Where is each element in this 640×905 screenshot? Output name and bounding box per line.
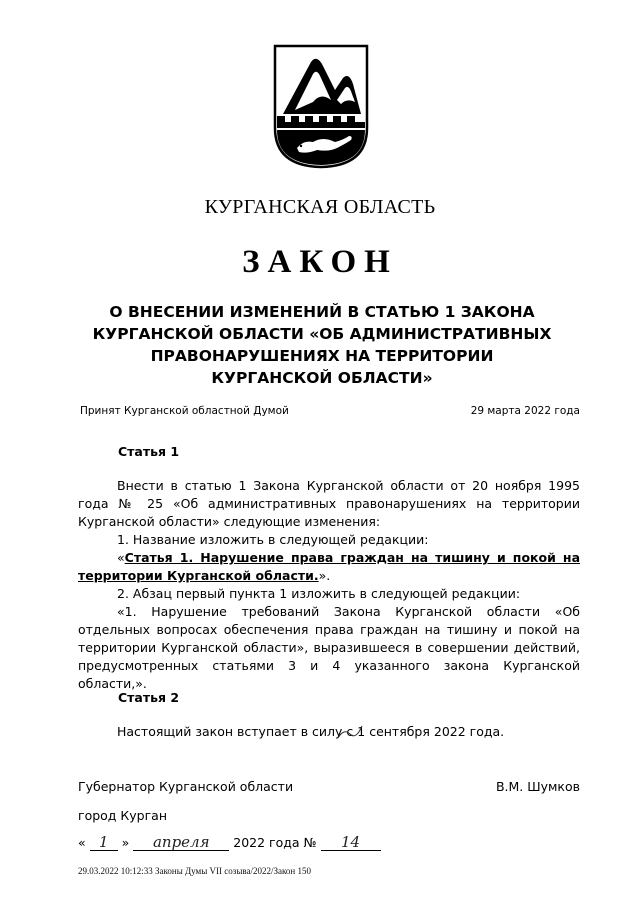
signatory-position: Губернатор Курганской области [78, 779, 294, 794]
document-type-heading: ЗАКОН [242, 244, 398, 280]
date-open-quote: « [78, 835, 86, 850]
new-article-title: Статья 1. Нарушение права граждан на тишину и покой на территории Курганской области. [78, 550, 580, 583]
law-title-line: О ВНЕСЕНИИ ИЗМЕНЕНИЙ В СТАТЬЮ 1 ЗАКОНА [109, 303, 535, 321]
city-line: город Курган [78, 808, 168, 823]
signature-line [78, 779, 580, 794]
handwritten-number: 14 [321, 834, 381, 851]
law-title-line: ПРАВОНАРУШЕНИЯХ НА ТЕРРИТОРИИ [150, 347, 494, 365]
article-1-new-paragraph: «1. Нарушение требований Закона Курганской области «Об отдельных вопросах обеспечения права граждан на тишину и покой на территории Курганской области», выразившееся в совершении действий, предусмотренных статьями 3 и 4 указанного закона Курганской области,». [78, 604, 580, 691]
law-title-line: КУРГАНСКОЙ ОБЛАСТИ» [211, 369, 433, 387]
article-1-heading: Статья 1 [118, 444, 180, 459]
date-year-text: 2022 года № [233, 835, 317, 850]
article-1-body [78, 477, 580, 693]
law-title-line: КУРГАНСКОЙ ОБЛАСТИ «ОБ АДМИНИСТРАТИВНЫХ [92, 325, 552, 343]
coat-of-arms-emblem [273, 44, 369, 169]
article-1-new-title-paragraph [78, 549, 580, 585]
handwritten-month: апреля [133, 834, 229, 851]
article-2-heading: Статья 2 [118, 690, 180, 705]
law-title [80, 301, 564, 389]
signatory-name: В.М. Шумков [495, 779, 580, 794]
quote-close: ». [318, 568, 331, 583]
handwritten-mark [336, 722, 366, 742]
adopted-by: Принят Курганской областной Думой [80, 405, 289, 417]
article-1-intro: Внести в статью 1 Закона Курганской области от 20 ноября 1995 года № 25 «Об административных правонарушениях на территории Курганской области» следующие изменения: [78, 478, 580, 529]
quote-open: « [117, 550, 125, 565]
article-1-item-2: 2. Абзац первый пункта 1 изложить в следующей редакции: [117, 586, 521, 601]
article-2-body [78, 723, 580, 741]
document-registration-note: 29.03.2022 10:12:33 Законы Думы VII созыва/2022/Закон 150 [78, 866, 311, 876]
signing-date-line [78, 834, 381, 851]
article-1-item-1: 1. Название изложить в следующей редакции: [117, 532, 429, 547]
handwritten-day: 1 [90, 834, 118, 851]
region-heading: КУРГАНСКАЯ ОБЛАСТЬ [204, 196, 436, 218]
adoption-line [80, 405, 580, 417]
article-2-text: Настоящий закон вступает в силу с 1 сентября 2022 года. [117, 724, 505, 739]
date-close-quote: » [121, 835, 130, 850]
adoption-date: 29 марта 2022 года [470, 405, 580, 417]
